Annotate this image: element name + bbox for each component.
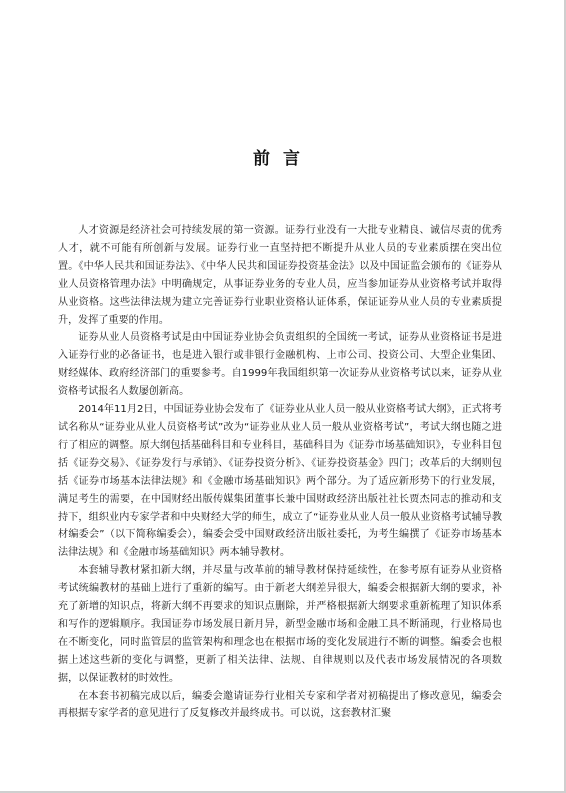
paragraph-5: 在本套书初稿完成以后，编委会邀请证券行业相关专家和学者对初稿提出了修改意见，编委会再根据专家学者的意见进行了反复修改并最终成书。可以说，这套教材汇聚 [58, 690, 502, 720]
paragraph-4: 本套辅导教材紧扣新大纲，并尽量与改革前的辅导教材保持延续性，在参考原有证券从业资格考试统编教材的基础上进行了重新的编写。由于新老大纲差异很大，编委会根据新大纲的要求，补充了新增的知识点，将新大纲不再要求的知识点删除，并严格根据新大纲要求重新梳理了知识体系和写作的逻辑顺序。我国证券市场发展日新月异，新型金融市场和金融工具不断涌现，行业格局也在不断变化，同时监管层的监管架构和理念也在根据市场的变化发展进行不断的调整。编委会也根据上述这些新的变化与调整，更新了相关法律、法规、自律规则以及代表市场发展情况的各项数据，以保证教材的时效性。 [58, 565, 502, 684]
paragraph-2: 证券从业人员资格考试是由中国证券业协会负责组织的全国统一考试，证券从业资格证书是进入证券行业的必备证书，也是进入银行或非银行金融机构、上市公司、投资公司、大型企业集团、财经媒体、政府经济部门的重要参考。自1999年我国组织第一次证券从业资格考试以来，证券从业资格考试报名人数屡创新高。 [58, 332, 502, 398]
page-title: 前言 [253, 149, 313, 169]
body-text [58, 222, 502, 723]
paragraph-1: 人才资源是经济社会可持续发展的第一资源。证券行业没有一大批专业精良、诚信尽责的优秀人才，就不可能有所创新与发展。证券行业一直坚持把不断提升从业人员的专业素质摆在突出位置。《中华人民共和国证券法》、《中华人民共和国证券投资基金法》以及中国证监会颁布的《证券从业人员资格管理办法》中明确规定，从事证券业务的专业人员，应当参加证券从业资格考试并取得从业资格。这些法律法规为建立完善证券行业职业资格认证体系，保证证券从业人员的专业素质提升，发挥了重要的作用。 [58, 225, 502, 326]
paragraph-3: 2014年11月2日，中国证券业协会发布了《证券业从业人员一般从业资格考试大纲》，正式将考试名称从“证券业从业人员资格考试”改为“证券业从业人员一般从业资格考试”，考试大纲也随之进行了相应的调整。原大纲包括基础科目和专业科目，基础科目为《证券市场基础知识》，专业科目包括《证券交易》、《证券发行与承销》、《证券投资分析》、《证券投资基金》四门；改革后的大纲则包括《证券市场基本法律法规》和《金融市场基础知识》两个部分。为了适应新形势下的行业发展，满足考生的需要，在中国财经出版传媒集团董事长兼中国财政经济出版社社长贾杰同志的推动和支持下，组织业内专家学者和中央财经大学的师生，成立了“证券业从业人员一般从业资格考试辅导教材编委会”（以下简称编委会），编委会受中国财政经济出版社委托，为考生编撰了《证券市场基本法律法规》和《金融市场基础知识》两本辅导教材。 [58, 404, 502, 559]
